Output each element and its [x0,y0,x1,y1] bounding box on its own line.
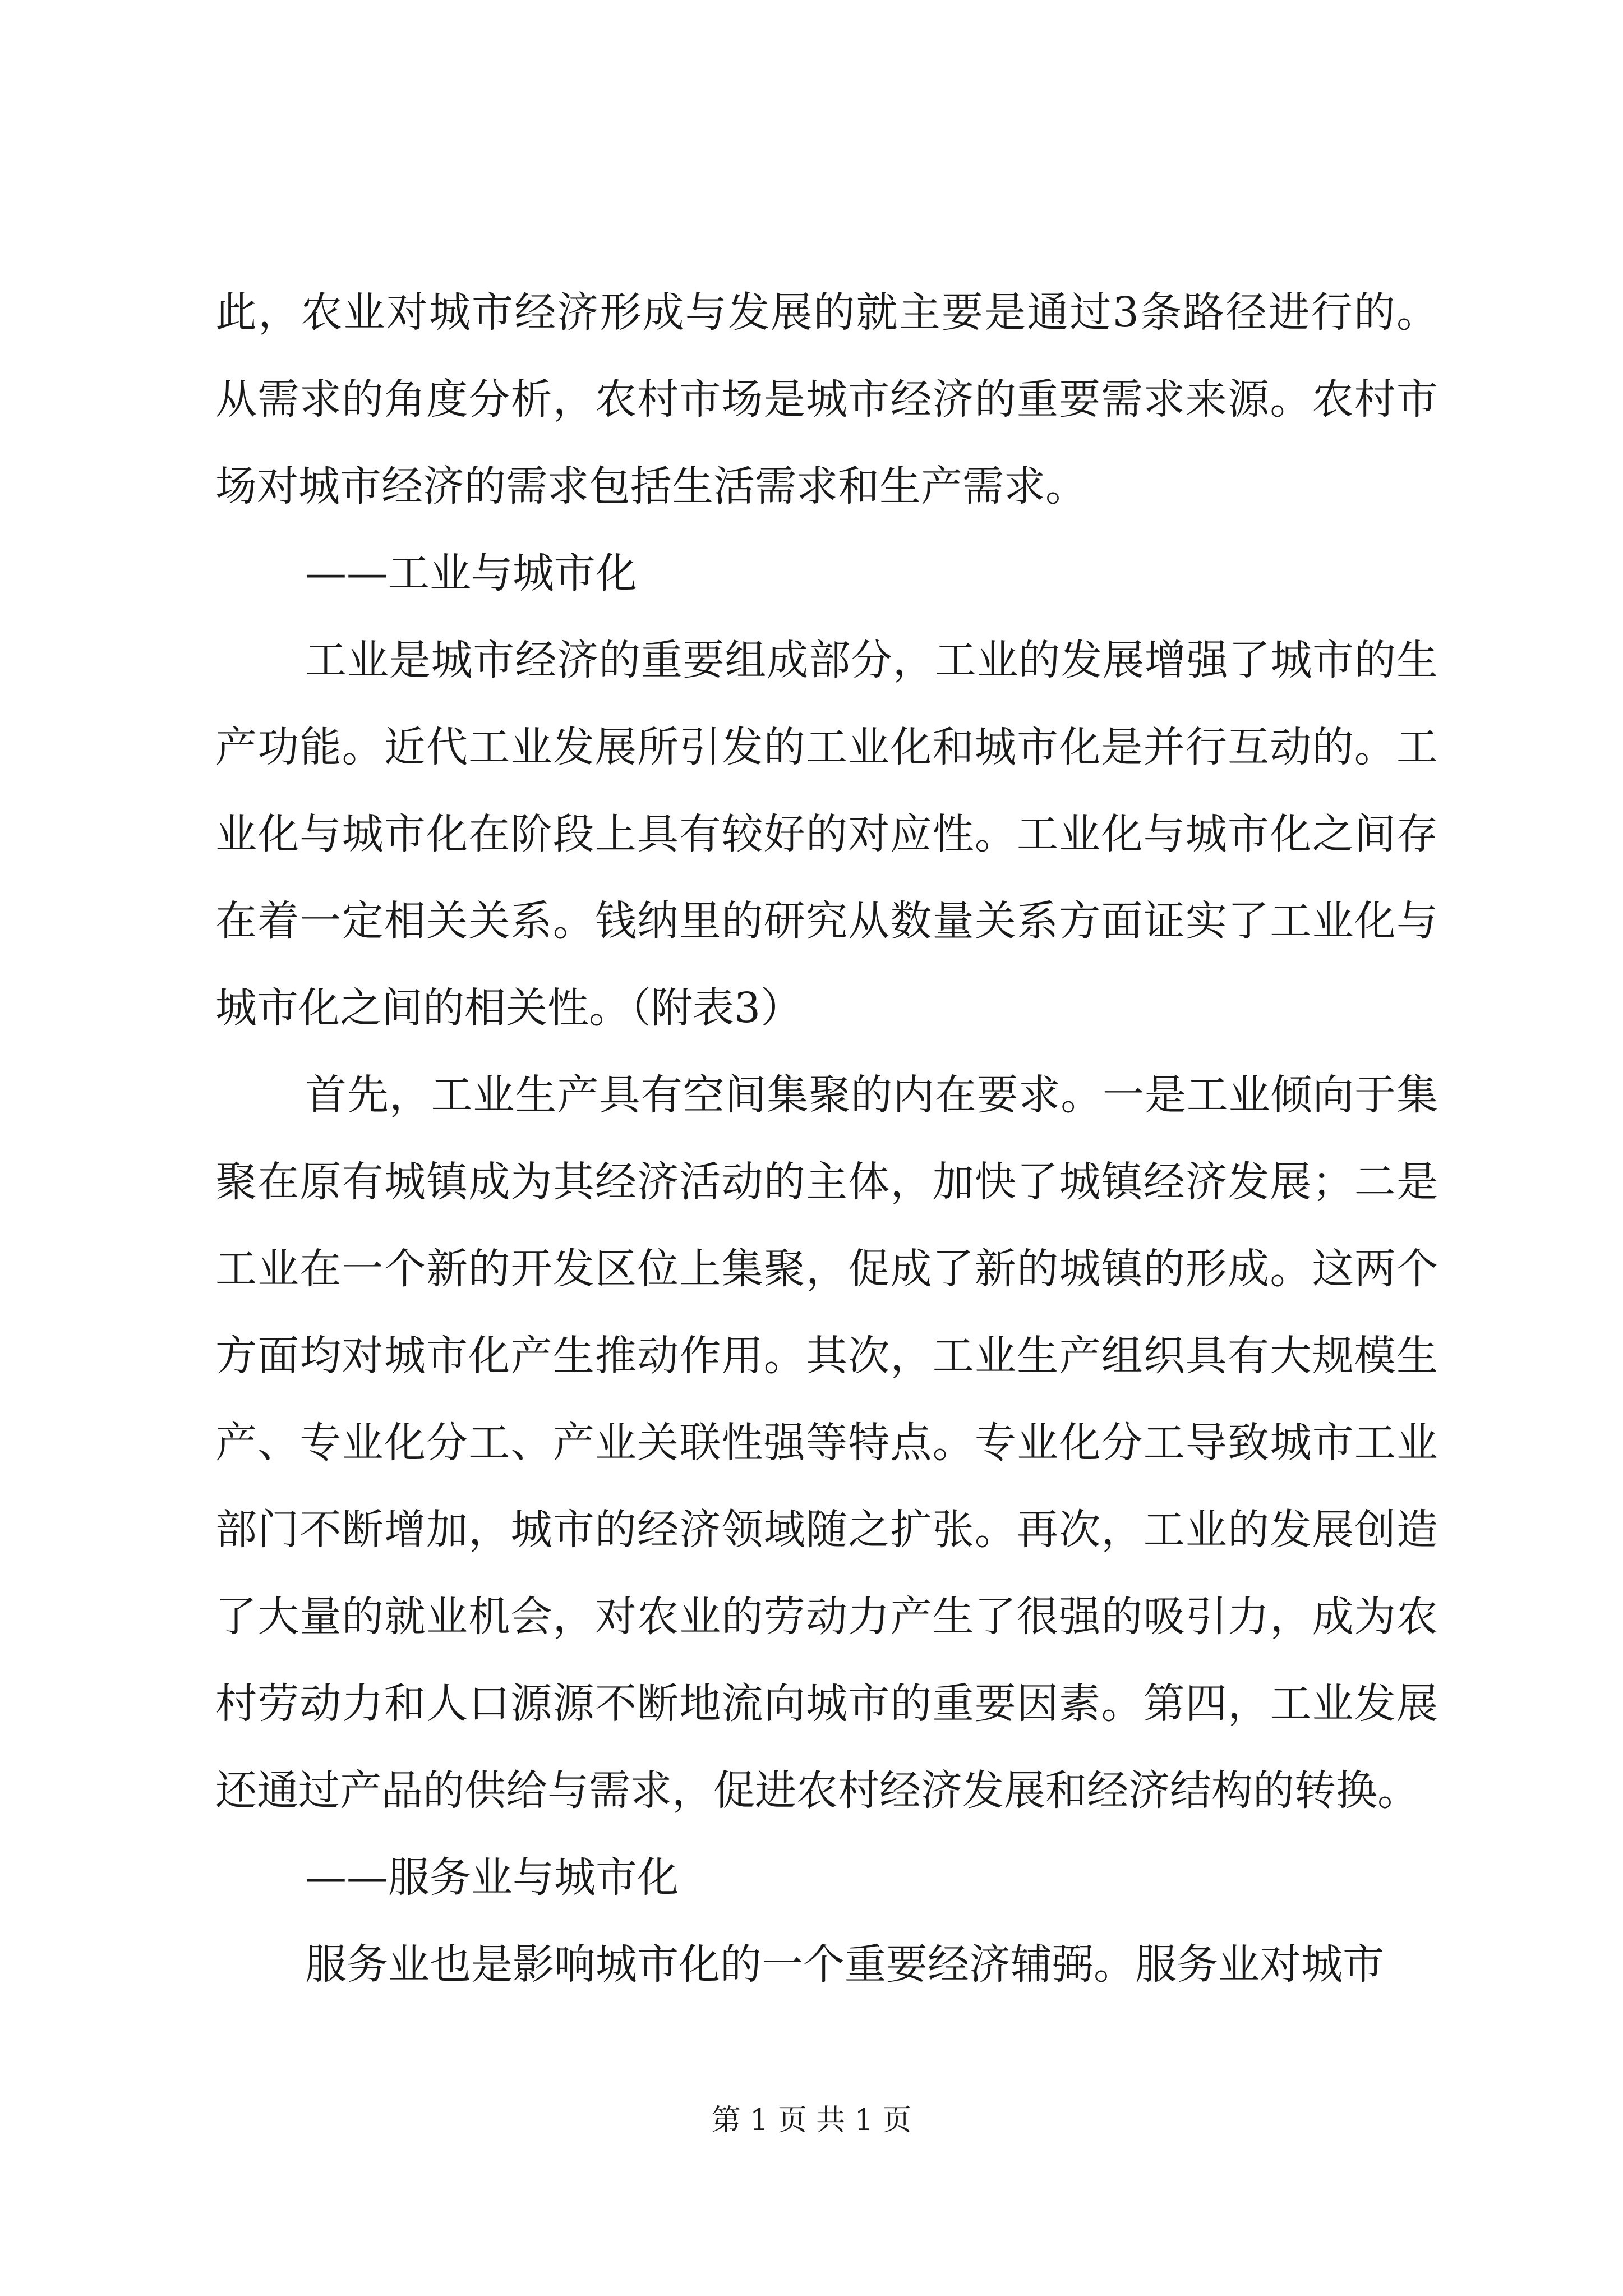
page-number-label: 第 1 页 共 1 页 [711,2104,912,2137]
paragraph-industry-intro: 工业是城市经济的重要组成部分，工业的发展增强了城市的生产功能。近代工业发展所引发的工业化和城市化是并行互动的。工业化与城市化在阶段上具有较好的对应性。工业化与城市化之间存在着一定相关关系。钱纳里的研究从数量关系方面证实了工业化与城市化之间的相关性。（附表3） [215,636,1438,1032]
paragraph-continuation: 此，农业对城市经济形成与发展的就主要是通过3条路径进行的。从需求的角度分析，农村市场是城市经济的重要需求来源。农村市场对城市经济的需求包括生活需求和生产需求。 [215,288,1438,510]
document-body [215,269,1438,2008]
paragraph-services-intro: 服务业也是影响城市化的一个重要经济辅弼。服务业对城市 [305,1940,1384,1989]
section-heading-industry: ——工业与城市化 [305,549,637,597]
section-heading-services: ——服务业与城市化 [305,1853,679,1902]
page-footer [0,2101,1623,2140]
paragraph-industry-details: 首先，工业生产具有空间集聚的内在要求。一是工业倾向于集聚在原有城镇成为其经济活动的主体，加快了城镇经济发展；二是工业在一个新的开发区位上集聚，促成了新的城镇的形成。这两个方面均对城市化产生推动作用。其次，工业生产组织具有大规模生产、专业化分工、产业关联性强等特点。专业化分工导致城市工业部门不断增加，城市的经济领域随之扩张。再次，工业的发展创造了大量的就业机会，对农业的劳动力产生了很强的吸引力，成为农村劳动力和人口源源不断地流向城市的重要因素。第四，工业发展还通过产品的供给与需求，促进农村经济发展和经济结构的转换。 [215,1071,1438,1815]
